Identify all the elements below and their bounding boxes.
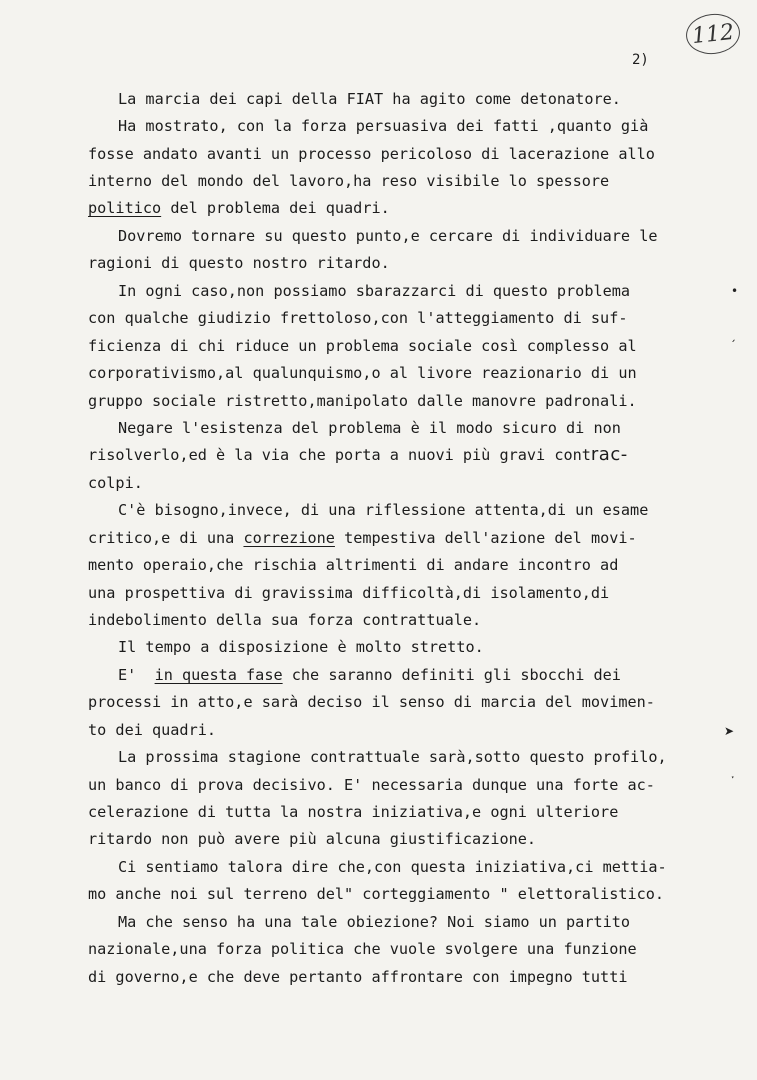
text-line: di governo,e che deve pertanto affrontare con impegno tutti: [88, 968, 628, 986]
text-line: La marcia dei capi della FIAT ha agito come detonatore.: [118, 90, 621, 108]
text-line: Dovremo tornare su questo punto,e cercare di individuare le: [118, 227, 658, 245]
text-line: mento operaio,che rischia altrimenti di andare incontro ad: [88, 556, 619, 574]
margin-dot-mark: •: [731, 284, 739, 298]
margin-tick-mark: ˏ: [730, 328, 736, 342]
text-line: ficienza di chi riduce un problema sociale così complesso al: [88, 337, 637, 355]
text-line: indebolimento della sua forza contrattuale.: [88, 611, 482, 629]
underlined-phrase: in questa fase: [154, 666, 283, 684]
text-line: con qualche giudizio frettoloso,con l'atteggiamento di suf-: [88, 309, 628, 327]
text-line: Ci sentiamo talora dire che,con questa iniziativa,ci mettia-: [118, 858, 667, 876]
margin-tick-mark: ˑ: [731, 772, 736, 786]
text-line: corporativismo,al qualunquismo,o al livore reazionario di un: [88, 364, 637, 382]
handwritten-insert: rac-: [590, 444, 628, 465]
underlined-word: politico: [88, 199, 162, 217]
text-line: celerazione di tutta la nostra iniziativa,e ogni ulteriore: [88, 803, 619, 821]
text-line: Ha mostrato, con la forza persuasiva dei fatti ,quanto già: [118, 117, 649, 135]
text-line: processi in atto,e sarà deciso il senso di marcia del movimen-: [88, 693, 655, 711]
text-line: Ma che senso ha una tale obiezione? Noi siamo un partito: [118, 913, 631, 931]
text-line: Negare l'esistenza del problema è il modo sicuro di non: [118, 419, 621, 437]
text-line: risolverlo,ed è la via che porta a nuovi più gravi contrac-: [88, 444, 628, 465]
text-line: colpi.: [88, 474, 143, 492]
text-line: un banco di prova decisivo. E' necessaria dunque una forte ac-: [88, 776, 655, 794]
text-line: E' in questa fase che saranno definiti gli sbocchi dei: [118, 666, 621, 684]
text-line: nazionale,una forza politica che vuole svolgere una funzione: [88, 940, 637, 958]
text-line: to dei quadri.: [88, 721, 217, 739]
underlined-word: correzione: [243, 529, 335, 547]
text-line: Il tempo a disposizione è molto stretto.: [118, 638, 484, 656]
page-number: 2): [632, 52, 649, 68]
text-line: ragioni di questo nostro ritardo.: [88, 254, 390, 272]
text-line: C'è bisogno,invece, di una riflessione attenta,di un esame: [118, 501, 649, 519]
text-line: gruppo sociale ristretto,manipolato dalle manovre padronali.: [88, 392, 637, 410]
margin-arrow-mark: ➤: [724, 724, 735, 738]
text-line: una prospettiva di gravissima difficoltà,di isolamento,di: [88, 584, 610, 602]
text-line: In ogni caso,non possiamo sbarazzarci di questo problema: [118, 282, 631, 300]
text-line: mo anche noi sul terreno del" corteggiamento " elettoralistico.: [88, 885, 665, 903]
text-line: critico,e di una correzione tempestiva dell'azione del movi-: [88, 529, 637, 547]
text-line: La prossima stagione contrattuale sarà,sotto questo profilo,: [118, 748, 667, 766]
text-line: interno del mondo del lavoro,ha reso visibile lo spessore: [88, 172, 610, 190]
text-line: fosse andato avanti un processo pericoloso di lacerazione allo: [88, 145, 655, 163]
text-line: politico del problema dei quadri.: [88, 199, 390, 217]
text-line: ritardo non può avere più alcuna giustificazione.: [88, 830, 537, 848]
archive-stamp: 112: [684, 11, 742, 56]
